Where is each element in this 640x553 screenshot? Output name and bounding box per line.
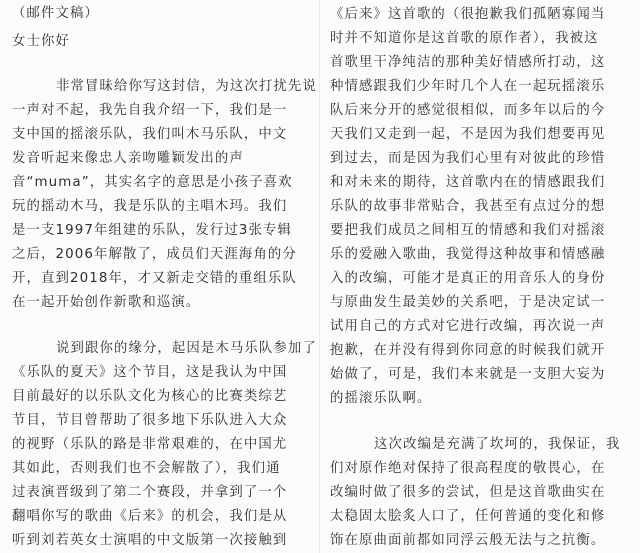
paragraph-line: 《后来》这首歌的（很抱歉我们孤陋寡闻当 — [330, 7, 606, 22]
paragraph-line: 首歌里干净纯洁的那种美好情感所打动，这 — [330, 55, 606, 70]
paragraph-line: 说到跟你的缘分，起因是木马乐队参加了 — [56, 341, 317, 356]
paragraph-line: 《乐队的夏天》这个节目，这是我认为中国 — [12, 365, 288, 380]
paragraph-line: 种情感跟我们少年时几个人在一起玩摇滚乐 — [330, 79, 606, 94]
paragraph-line: 是一支1997年组建的乐队，发行过3张专辑 — [12, 223, 292, 238]
paragraph-line: 的摇滚乐队啊。 — [330, 391, 432, 406]
paragraph-line: 听到刘若英女士演唱的中文版第一次接触到 — [12, 533, 288, 548]
paragraph-line: 其如此，否则我们也不会解散了），我们通 — [12, 461, 281, 476]
left-text-column — [0, 0, 318, 553]
paragraph-line: 要把我们成员之间相互的情感和我们对摇滚 — [330, 223, 606, 238]
paragraph-line: 节目，节目曾帮助了很多地下乐队进入大众 — [12, 413, 288, 428]
paragraph-line: 太稳固太脍炙人口了，任何普通的变化和修 — [330, 509, 606, 524]
paragraph-line: 在一起开始创作新歌和巡演。 — [12, 295, 201, 310]
paragraph-line: 天我们又走到一起，不是因为我们想要再见 — [330, 127, 606, 142]
paragraph-line: 非常冒昧给你写这封信，为这次打扰先说 — [56, 79, 317, 94]
paragraph-line: 到过去，而是因为我们心里有对彼此的珍惜 — [330, 151, 606, 166]
column-divider — [319, 0, 320, 553]
paragraph-line: 之后，2006年解散了，成员们天涯海角的分 — [12, 247, 297, 262]
paragraph-line: 抱歉，在并没有得到你同意的时候我们就开 — [330, 343, 606, 358]
paragraph-line: 们对原作绝对保持了很高程度的敬畏心，在 — [330, 461, 606, 476]
paragraph-line: 开，直到2018年，才又新走交错的重组乐队 — [12, 271, 297, 286]
letter-header: （邮件文稿） — [12, 6, 99, 21]
paragraph-line: 入的改编，可能才是真正的用音乐人的身份 — [330, 271, 606, 286]
paragraph-line: 乐队的故事非常贴合，我甚至有点过分的想 — [330, 199, 606, 214]
right-text-column — [322, 0, 640, 553]
paragraph-line: 玩的摇动木马，我是乐队的主唱木玛。我们 — [12, 199, 288, 214]
paragraph-line: 和对未来的期待，这首歌内在的情感跟我们 — [330, 175, 606, 190]
paragraph-line: 与原曲发生最美妙的关系吧，于是决定试一 — [330, 295, 606, 310]
paragraph-line: 始做了，可是，我们本来就是一支胆大妄为 — [330, 367, 606, 382]
paragraph-line: 目前最好的以乐队文化为核心的比赛类综艺 — [12, 389, 288, 404]
paragraph-line: 音“muma”，其实名字的意思是小孩子喜欢 — [12, 175, 293, 190]
paragraph-line: 队后来分开的感觉很相似，而多年以后的今 — [330, 103, 606, 118]
paragraph-line: 一声对不起，我先自我介绍一下，我们是一 — [12, 103, 288, 118]
paragraph-line: 试用自己的方式对它进行改编，再次说一声 — [330, 319, 606, 334]
paragraph-line: 改编时做了很多的尝试，但是这首歌曲实在 — [330, 485, 606, 500]
paragraph-line: 发音听起来像忠人亲吻雕颖发出的声 — [12, 151, 244, 166]
paragraph-line: 时并不知道你是这首歌的原作者），我被这 — [330, 31, 599, 46]
paragraph-line: 乐的爱融入歌曲，我觉得这种故事和情感融 — [330, 247, 606, 262]
paragraph-line: 支中国的摇滚乐队，我们叫木马乐队，中文 — [12, 127, 288, 142]
greeting-line: 女士你好 — [12, 34, 70, 49]
paragraph-line: 过表演晋级到了第二个赛段，并拿到了一个 — [12, 485, 288, 500]
paragraph-line: 饰在原曲面前都如同浮云般无法与之抗衡。 — [330, 533, 606, 548]
paragraph-line: 的视野（乐队的路是非常艰难的，在中国尤 — [12, 437, 288, 452]
paragraph-line: 这次改编是充满了坎坷的，我保证，我 — [374, 437, 621, 452]
paragraph-line: 翻唱你写的歌曲《后来》的机会，我们是从 — [12, 509, 288, 524]
